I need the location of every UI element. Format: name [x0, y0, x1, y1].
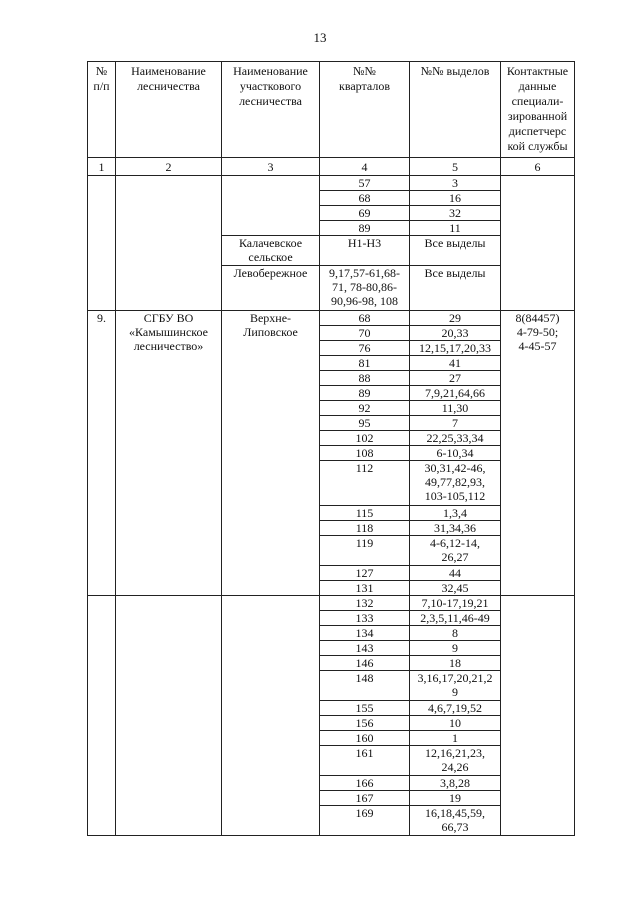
header-quarters: [320, 62, 410, 158]
cell-line: 20,33: [441, 326, 469, 340]
cell-vydel: [410, 596, 501, 611]
cell-forestry: [116, 176, 222, 311]
cell-vydel: [410, 791, 501, 806]
cell-quarter: 70: [320, 326, 410, 341]
cell-line: сельское: [248, 250, 293, 264]
cell-line: 7: [452, 416, 458, 430]
cell-quarter: 118: [320, 521, 410, 536]
cell-quarter: 89: [320, 221, 410, 236]
cell-vydel: [410, 521, 501, 536]
cell-line: данные: [518, 79, 557, 93]
cell-vydel: [410, 386, 501, 401]
cell-vydel: [410, 626, 501, 641]
column-number-row: [88, 158, 575, 176]
cell-line: Наименование: [233, 64, 308, 78]
cell-line: диспетчерс: [508, 124, 567, 138]
cell-line: 41: [449, 356, 461, 370]
cell-line: лесничества: [239, 94, 302, 108]
cell-line: Верхне-: [249, 311, 292, 325]
cell-line: 24,26: [441, 760, 469, 774]
cell-vydel: [410, 641, 501, 656]
cell-quarter: 88: [320, 371, 410, 386]
cell-quarter: 155: [320, 701, 410, 716]
cell-vydel: [410, 356, 501, 371]
cell-vydel: [410, 446, 501, 461]
cell-quarter: 108: [320, 446, 410, 461]
column-number: 3: [222, 158, 320, 176]
cell-district: Левобережное: [222, 266, 320, 311]
cell-line: №№: [353, 64, 376, 78]
cell-line: 12,15,17,20,33: [419, 341, 491, 355]
cell-vydel: [410, 776, 501, 791]
cell-vydel: [410, 731, 501, 746]
cell-line: 32,45: [441, 581, 469, 595]
cell-quarter: 115: [320, 506, 410, 521]
cell-line: 9,17,57-61,68-: [329, 266, 400, 280]
cell-line: 22,25,33,34: [426, 431, 484, 445]
cell-line: 7,9,21,64,66: [425, 386, 485, 400]
table-body: [88, 176, 575, 836]
cell-quarter: 148: [320, 671, 410, 701]
cell-quarter: 132: [320, 596, 410, 611]
cell-line: 6-10,34: [436, 446, 474, 460]
header-num: [88, 62, 116, 158]
cell-vydel: [410, 671, 501, 701]
cell-line: 7,10-17,19,21: [421, 596, 489, 610]
cell-line: 4,6,7,19,52: [428, 701, 482, 715]
cell-quarter: 68: [320, 191, 410, 206]
cell-line: 29: [449, 311, 461, 325]
cell-quarter: 102: [320, 431, 410, 446]
cell-line: 71, 78-80,86-: [332, 280, 397, 294]
cell-vydel: [410, 656, 501, 671]
cell-line: 4-79-50;: [516, 325, 559, 339]
cell-quarter: 146: [320, 656, 410, 671]
cell-contact: [501, 176, 575, 311]
cell-district: [222, 236, 320, 266]
cell-quarter: 112: [320, 461, 410, 506]
cell-line: зированной: [507, 109, 568, 123]
cell-vydel: [410, 806, 501, 836]
cell-line: 3,16,17,20,21,2: [417, 671, 493, 685]
column-number: 2: [116, 158, 222, 176]
cell-vydel: [410, 716, 501, 731]
cell-vydel: 16: [410, 191, 501, 206]
cell-line: 9: [452, 685, 458, 699]
cell-quarter: 92: [320, 401, 410, 416]
cell-vydel: 3: [410, 176, 501, 191]
cell-quarter: 68: [320, 311, 410, 326]
cell-quarter: 133: [320, 611, 410, 626]
cell-district: [222, 176, 320, 236]
cell-line: «Камышинское: [129, 325, 208, 339]
cell-quarter: 169: [320, 806, 410, 836]
cell-vydel: [410, 701, 501, 716]
column-number: 4: [320, 158, 410, 176]
page-number: 13: [313, 30, 327, 45]
cell-line: №: [95, 64, 108, 78]
cell-district: [222, 311, 320, 596]
cell-vydel: Все выделы: [410, 266, 501, 311]
cell-line: лесничество»: [133, 339, 204, 353]
cell-district: [222, 596, 320, 836]
cell-line: кой службы: [507, 139, 568, 153]
cell-forestry: [116, 596, 222, 836]
cell-vydel: 11: [410, 221, 501, 236]
column-number: 6: [501, 158, 575, 176]
cell-line: Наименование: [131, 64, 206, 78]
cell-line: лесничества: [137, 79, 200, 93]
cell-quarter: 57: [320, 176, 410, 191]
cell-vydel: [410, 581, 501, 596]
header-vydels: [410, 62, 501, 158]
cell-vydel: [410, 431, 501, 446]
cell-num: [88, 176, 116, 311]
cell-line: 31,34,36: [434, 521, 476, 535]
cell-quarter: 95: [320, 416, 410, 431]
cell-line: 8(84457): [515, 311, 560, 325]
cell-line: 66,73: [441, 820, 469, 834]
cell-quarter: 69: [320, 206, 410, 221]
cell-quarter: 89: [320, 386, 410, 401]
cell-vydel: [410, 371, 501, 386]
cell-line: 27: [449, 371, 461, 385]
cell-line: 3,8,28: [440, 776, 470, 790]
cell-line: 1,3,4: [443, 506, 467, 520]
header-district: [222, 62, 320, 158]
cell-vydel: [410, 311, 501, 326]
cell-line: п/п: [93, 79, 110, 93]
cell-quarter: [320, 266, 410, 311]
cell-line: 1: [452, 731, 458, 745]
header-forestry: [116, 62, 222, 158]
cell-quarter: 81: [320, 356, 410, 371]
cell-quarter: 131: [320, 581, 410, 596]
cell-line: 9: [452, 641, 458, 655]
cell-quarter: 76: [320, 341, 410, 356]
cell-quarter: Н1-Н3: [320, 236, 410, 266]
column-number: 1: [88, 158, 116, 176]
cell-contact: [501, 311, 575, 596]
cell-line: 4-6,12-14,: [430, 536, 480, 550]
cell-num: [88, 596, 116, 836]
column-number: 5: [410, 158, 501, 176]
cell-line: СГБУ ВО: [143, 311, 194, 325]
cell-line: кварталов: [339, 79, 390, 93]
cell-line: 19: [449, 791, 461, 805]
table-row: [88, 176, 575, 191]
cell-line: 10: [449, 716, 461, 730]
cell-vydel: [410, 746, 501, 776]
cell-line: Контактные: [506, 64, 569, 78]
cell-quarter: 166: [320, 776, 410, 791]
cell-vydel: [410, 326, 501, 341]
cell-vydel: [410, 566, 501, 581]
cell-contact: [501, 596, 575, 836]
cell-line: 4-45-57: [518, 339, 557, 353]
cell-line: 26,27: [441, 550, 469, 564]
cell-line: 103-105,112: [424, 489, 486, 503]
header-row: [88, 62, 575, 158]
cell-vydel: [410, 341, 501, 356]
cell-line: №№ выделов: [420, 64, 490, 78]
cell-vydel: Все выделы: [410, 236, 501, 266]
cell-line: 2,3,5,11,46-49: [420, 611, 490, 625]
cell-line: специали-: [511, 94, 564, 108]
cell-line: 44: [449, 566, 461, 580]
cell-line: 90,96-98, 108: [331, 294, 398, 308]
table-row: [88, 596, 575, 611]
cell-vydel: [410, 506, 501, 521]
cell-quarter: 160: [320, 731, 410, 746]
cell-num: 9.: [88, 311, 116, 596]
cell-quarter: 143: [320, 641, 410, 656]
cell-vydel: 32: [410, 206, 501, 221]
cell-vydel: [410, 401, 501, 416]
cell-vydel: [410, 461, 501, 506]
cell-line: 8: [452, 626, 458, 640]
cell-line: 12,16,21,23,: [425, 746, 485, 760]
cell-line: 18: [449, 656, 461, 670]
cell-line: Калачевское: [238, 236, 303, 250]
cell-quarter: 161: [320, 746, 410, 776]
cell-vydel: [410, 611, 501, 626]
forestry-table: [87, 61, 575, 836]
cell-quarter: 127: [320, 566, 410, 581]
table-row: [88, 311, 575, 326]
cell-line: 30,31,42-46,: [424, 461, 486, 475]
cell-quarter: 119: [320, 536, 410, 566]
cell-line: 16,18,45,59,: [425, 806, 485, 820]
cell-line: 49,77,82,93,: [425, 475, 485, 489]
cell-forestry: [116, 311, 222, 596]
cell-quarter: 134: [320, 626, 410, 641]
cell-quarter: 167: [320, 791, 410, 806]
cell-vydel: [410, 416, 501, 431]
cell-vydel: [410, 536, 501, 566]
header-contacts: [501, 62, 575, 158]
cell-quarter: 156: [320, 716, 410, 731]
cell-line: 11,30: [441, 401, 469, 415]
cell-line: участкового: [239, 79, 302, 93]
cell-line: Липовское: [243, 325, 298, 339]
